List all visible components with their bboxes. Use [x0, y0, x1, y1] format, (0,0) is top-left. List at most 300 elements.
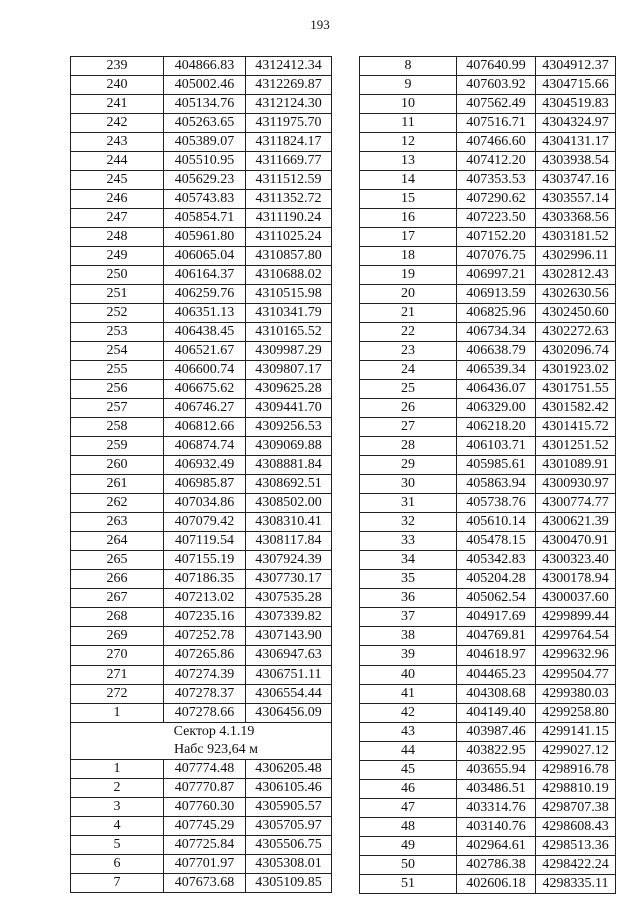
y-coordinate-cell: 4298513.36: [536, 836, 616, 855]
y-coordinate-cell: 4309807.17: [246, 361, 332, 380]
table-row: [360, 665, 616, 684]
point-number-cell: 48: [360, 817, 457, 836]
table-row: [360, 437, 616, 456]
x-coordinate-cell: 403655.94: [457, 760, 536, 779]
x-coordinate-cell: 405854.71: [164, 209, 246, 228]
table-row: [360, 570, 616, 589]
point-number-cell: 3: [71, 797, 164, 816]
table-row: [360, 589, 616, 608]
x-coordinate-cell: 407562.49: [457, 95, 536, 114]
table-row: [360, 152, 616, 171]
y-coordinate-cell: 4304715.66: [536, 76, 616, 95]
x-coordinate-cell: 407466.60: [457, 133, 536, 152]
x-coordinate-cell: 406997.21: [457, 266, 536, 285]
x-coordinate-cell: 403140.76: [457, 817, 536, 836]
point-number-cell: 243: [71, 133, 164, 152]
point-number-cell: 257: [71, 399, 164, 418]
y-coordinate-cell: 4309441.70: [246, 399, 332, 418]
y-coordinate-cell: 4298608.43: [536, 817, 616, 836]
point-number-cell: 266: [71, 570, 164, 589]
point-number-cell: 251: [71, 285, 164, 304]
x-coordinate-cell: 403486.51: [457, 779, 536, 798]
x-coordinate-cell: 407725.84: [164, 835, 246, 854]
x-coordinate-cell: 406746.27: [164, 399, 246, 418]
y-coordinate-cell: 4310688.02: [246, 266, 332, 285]
x-coordinate-cell: 407265.86: [164, 646, 246, 665]
table-row: [71, 873, 332, 892]
table-row: [71, 759, 332, 778]
table-row: [360, 494, 616, 513]
point-number-cell: 47: [360, 798, 457, 817]
table-row: [71, 190, 332, 209]
y-coordinate-cell: 4311512.59: [246, 171, 332, 190]
y-coordinate-cell: 4310165.52: [246, 323, 332, 342]
x-coordinate-cell: 405985.61: [457, 456, 536, 475]
point-number-cell: 16: [360, 209, 457, 228]
x-coordinate-cell: 406932.49: [164, 456, 246, 475]
y-coordinate-cell: 4306751.11: [246, 665, 332, 684]
y-coordinate-cell: 4299027.12: [536, 741, 616, 760]
x-coordinate-cell: 406734.34: [457, 323, 536, 342]
point-number-cell: 268: [71, 608, 164, 627]
x-coordinate-cell: 404149.40: [457, 703, 536, 722]
point-number-cell: 265: [71, 551, 164, 570]
y-coordinate-cell: 4301415.72: [536, 418, 616, 437]
y-coordinate-cell: 4299632.96: [536, 646, 616, 665]
point-number-cell: 264: [71, 532, 164, 551]
point-number-cell: 26: [360, 399, 457, 418]
x-coordinate-cell: 407186.35: [164, 570, 246, 589]
x-coordinate-cell: 403822.95: [457, 741, 536, 760]
point-number-cell: 248: [71, 228, 164, 247]
y-coordinate-cell: 4307730.17: [246, 570, 332, 589]
x-coordinate-cell: 406218.20: [457, 418, 536, 437]
point-number-cell: 271: [71, 665, 164, 684]
point-number-cell: 1: [71, 759, 164, 778]
y-coordinate-cell: 4302812.43: [536, 266, 616, 285]
y-coordinate-cell: 4312269.87: [246, 76, 332, 95]
y-coordinate-cell: 4309069.88: [246, 437, 332, 456]
x-coordinate-cell: 405738.76: [457, 494, 536, 513]
y-coordinate-cell: 4300774.77: [536, 494, 616, 513]
point-number-cell: 12: [360, 133, 457, 152]
y-coordinate-cell: 4306105.46: [246, 778, 332, 797]
point-number-cell: 45: [360, 760, 457, 779]
table-row: [360, 285, 616, 304]
x-coordinate-cell: 405961.80: [164, 228, 246, 247]
section-subtitle: Набс 923,64 м: [173, 741, 259, 757]
y-coordinate-cell: 4312412.34: [246, 57, 332, 76]
y-coordinate-cell: 4299258.80: [536, 703, 616, 722]
point-number-cell: 254: [71, 342, 164, 361]
x-coordinate-cell: 406436.07: [457, 380, 536, 399]
table-row: [71, 57, 332, 76]
y-coordinate-cell: 4312124.30: [246, 95, 332, 114]
x-coordinate-cell: 405510.95: [164, 152, 246, 171]
x-coordinate-cell: 407278.66: [164, 703, 246, 722]
point-number-cell: 27: [360, 418, 457, 437]
point-number-cell: 244: [71, 152, 164, 171]
point-number-cell: 262: [71, 494, 164, 513]
table-row: [71, 703, 332, 722]
table-row: [71, 646, 332, 665]
table-row: [360, 399, 616, 418]
table-row: [360, 475, 616, 494]
point-number-cell: 267: [71, 589, 164, 608]
point-number-cell: 41: [360, 684, 457, 703]
table-row: [71, 418, 332, 437]
y-coordinate-cell: 4302096.74: [536, 342, 616, 361]
y-coordinate-cell: 4305506.75: [246, 835, 332, 854]
y-coordinate-cell: 4299380.03: [536, 684, 616, 703]
point-number-cell: 8: [360, 57, 457, 76]
table-row: [71, 152, 332, 171]
y-coordinate-cell: 4305308.01: [246, 854, 332, 873]
x-coordinate-cell: 404769.81: [457, 627, 536, 646]
x-coordinate-cell: 405629.23: [164, 171, 246, 190]
y-coordinate-cell: 4303368.56: [536, 209, 616, 228]
point-number-cell: 247: [71, 209, 164, 228]
point-number-cell: 246: [71, 190, 164, 209]
point-number-cell: 269: [71, 627, 164, 646]
y-coordinate-cell: 4306205.48: [246, 759, 332, 778]
table-row: [360, 627, 616, 646]
table-row: [71, 778, 332, 797]
point-number-cell: 51: [360, 874, 457, 893]
x-coordinate-cell: 407412.20: [457, 152, 536, 171]
point-number-cell: 21: [360, 304, 457, 323]
point-number-cell: 245: [71, 171, 164, 190]
y-coordinate-cell: 4298916.78: [536, 760, 616, 779]
x-coordinate-cell: 406164.37: [164, 266, 246, 285]
point-number-cell: 272: [71, 684, 164, 703]
table-row: [360, 361, 616, 380]
point-number-cell: 241: [71, 95, 164, 114]
table-row: [71, 342, 332, 361]
table-row: [360, 703, 616, 722]
point-number-cell: 39: [360, 646, 457, 665]
table-row: [360, 551, 616, 570]
x-coordinate-cell: 405478.15: [457, 532, 536, 551]
x-coordinate-cell: 407745.29: [164, 816, 246, 835]
point-number-cell: 49: [360, 836, 457, 855]
table-row: [360, 114, 616, 133]
point-number-cell: 13: [360, 152, 457, 171]
x-coordinate-cell: 405134.76: [164, 95, 246, 114]
y-coordinate-cell: 4307535.28: [246, 589, 332, 608]
y-coordinate-cell: 4306554.44: [246, 684, 332, 703]
table-row: [71, 475, 332, 494]
point-number-cell: 242: [71, 114, 164, 133]
table-row: [71, 76, 332, 95]
x-coordinate-cell: 402606.18: [457, 874, 536, 893]
point-number-cell: 19: [360, 266, 457, 285]
table-row: [71, 209, 332, 228]
y-coordinate-cell: 4307339.82: [246, 608, 332, 627]
y-coordinate-cell: 4298422.24: [536, 855, 616, 874]
y-coordinate-cell: 4304131.17: [536, 133, 616, 152]
point-number-cell: 28: [360, 437, 457, 456]
y-coordinate-cell: 4303747.16: [536, 171, 616, 190]
x-coordinate-cell: 407603.92: [457, 76, 536, 95]
y-coordinate-cell: 4301923.02: [536, 361, 616, 380]
y-coordinate-cell: 4306456.09: [246, 703, 332, 722]
y-coordinate-cell: 4304324.97: [536, 114, 616, 133]
x-coordinate-cell: 406351.13: [164, 304, 246, 323]
point-number-cell: 34: [360, 551, 457, 570]
table-row: [71, 665, 332, 684]
x-coordinate-cell: 406521.67: [164, 342, 246, 361]
x-coordinate-cell: 406600.74: [164, 361, 246, 380]
y-coordinate-cell: 4302272.63: [536, 323, 616, 342]
table-row: [360, 684, 616, 703]
point-number-cell: 263: [71, 513, 164, 532]
table-row: [71, 589, 332, 608]
x-coordinate-cell: 407152.20: [457, 228, 536, 247]
table-row: [360, 247, 616, 266]
table-row: [71, 114, 332, 133]
x-coordinate-cell: 405863.94: [457, 475, 536, 494]
x-coordinate-cell: 407516.71: [457, 114, 536, 133]
x-coordinate-cell: 405204.28: [457, 570, 536, 589]
table-row: [360, 760, 616, 779]
point-number-cell: 40: [360, 665, 457, 684]
y-coordinate-cell: 4308117.84: [246, 532, 332, 551]
x-coordinate-cell: 406638.79: [457, 342, 536, 361]
table-row: [360, 741, 616, 760]
y-coordinate-cell: 4311669.77: [246, 152, 332, 171]
y-coordinate-cell: 4311975.70: [246, 114, 332, 133]
x-coordinate-cell: 405062.54: [457, 589, 536, 608]
y-coordinate-cell: 4307924.39: [246, 551, 332, 570]
table-row: [71, 456, 332, 475]
table-row: [71, 835, 332, 854]
y-coordinate-cell: 4300037.60: [536, 589, 616, 608]
x-coordinate-cell: 405263.65: [164, 114, 246, 133]
table-row: [71, 570, 332, 589]
x-coordinate-cell: 406874.74: [164, 437, 246, 456]
y-coordinate-cell: 4308502.00: [246, 494, 332, 513]
table-row: [360, 190, 616, 209]
point-number-cell: 270: [71, 646, 164, 665]
x-coordinate-cell: 407076.75: [457, 247, 536, 266]
table-row: [71, 171, 332, 190]
x-coordinate-cell: 406985.87: [164, 475, 246, 494]
table-row: [360, 779, 616, 798]
table-row: [71, 266, 332, 285]
table-row: [360, 513, 616, 532]
point-number-cell: 239: [71, 57, 164, 76]
x-coordinate-cell: 406065.04: [164, 247, 246, 266]
x-coordinate-cell: 407290.62: [457, 190, 536, 209]
table-row: [71, 247, 332, 266]
x-coordinate-cell: 405342.83: [457, 551, 536, 570]
point-number-cell: 43: [360, 722, 457, 741]
table-row: [360, 874, 616, 893]
table-row: [360, 76, 616, 95]
x-coordinate-cell: 407223.50: [457, 209, 536, 228]
point-number-cell: 22: [360, 323, 457, 342]
x-coordinate-cell: 407774.48: [164, 759, 246, 778]
y-coordinate-cell: 4310341.79: [246, 304, 332, 323]
point-number-cell: 18: [360, 247, 457, 266]
y-coordinate-cell: 4301582.42: [536, 399, 616, 418]
y-coordinate-cell: 4298335.11: [536, 874, 616, 893]
y-coordinate-cell: 4299899.44: [536, 608, 616, 627]
point-number-cell: 29: [360, 456, 457, 475]
table-row: [360, 798, 616, 817]
x-coordinate-cell: 407235.16: [164, 608, 246, 627]
y-coordinate-cell: 4300470.91: [536, 532, 616, 551]
point-number-cell: 5: [71, 835, 164, 854]
table-row: [360, 171, 616, 190]
x-coordinate-cell: 405743.83: [164, 190, 246, 209]
point-number-cell: 44: [360, 741, 457, 760]
table-row: [360, 646, 616, 665]
point-number-cell: 253: [71, 323, 164, 342]
x-coordinate-cell: 407640.99: [457, 57, 536, 76]
table-row: [360, 57, 616, 76]
x-coordinate-cell: 407213.02: [164, 589, 246, 608]
y-coordinate-cell: 4300621.39: [536, 513, 616, 532]
y-coordinate-cell: 4301089.91: [536, 456, 616, 475]
point-number-cell: 24: [360, 361, 457, 380]
y-coordinate-cell: 4310857.80: [246, 247, 332, 266]
x-coordinate-cell: 406825.96: [457, 304, 536, 323]
table-row: [71, 399, 332, 418]
x-coordinate-cell: 407079.42: [164, 513, 246, 532]
x-coordinate-cell: 405002.46: [164, 76, 246, 95]
table-row: [360, 304, 616, 323]
x-coordinate-cell: 405610.14: [457, 513, 536, 532]
table-row: [360, 608, 616, 627]
y-coordinate-cell: 4303938.54: [536, 152, 616, 171]
table-row: [360, 418, 616, 437]
x-coordinate-cell: 407760.30: [164, 797, 246, 816]
table-row: [71, 133, 332, 152]
y-coordinate-cell: 4310515.98: [246, 285, 332, 304]
point-number-cell: 2: [71, 778, 164, 797]
x-coordinate-cell: 406259.76: [164, 285, 246, 304]
x-coordinate-cell: 406913.59: [457, 285, 536, 304]
x-coordinate-cell: 407701.97: [164, 854, 246, 873]
point-number-cell: 1: [71, 703, 164, 722]
point-number-cell: 9: [360, 76, 457, 95]
point-number-cell: 252: [71, 304, 164, 323]
y-coordinate-cell: 4302996.11: [536, 247, 616, 266]
table-row: [360, 323, 616, 342]
y-coordinate-cell: 4311352.72: [246, 190, 332, 209]
table-row: [360, 266, 616, 285]
y-coordinate-cell: 4309625.28: [246, 380, 332, 399]
point-number-cell: 30: [360, 475, 457, 494]
point-number-cell: 4: [71, 816, 164, 835]
y-coordinate-cell: 4311025.24: [246, 228, 332, 247]
y-coordinate-cell: 4311190.24: [246, 209, 332, 228]
point-number-cell: 261: [71, 475, 164, 494]
point-number-cell: 6: [71, 854, 164, 873]
table-row: [71, 494, 332, 513]
point-number-cell: 15: [360, 190, 457, 209]
y-coordinate-cell: 4304519.83: [536, 95, 616, 114]
section-header-row: [71, 722, 332, 741]
y-coordinate-cell: 4305705.97: [246, 816, 332, 835]
point-number-cell: 255: [71, 361, 164, 380]
y-coordinate-cell: 4298707.38: [536, 798, 616, 817]
point-number-cell: 240: [71, 76, 164, 95]
point-number-cell: 11: [360, 114, 457, 133]
section-title: Сектор 4.1.19: [173, 723, 255, 739]
y-coordinate-cell: 4306947.63: [246, 646, 332, 665]
point-number-cell: 7: [71, 873, 164, 892]
table-row: [71, 684, 332, 703]
table-row: [71, 285, 332, 304]
y-coordinate-cell: 4308310.41: [246, 513, 332, 532]
section-subheader-row: [71, 741, 332, 760]
table-row: [71, 437, 332, 456]
x-coordinate-cell: 407034.86: [164, 494, 246, 513]
x-coordinate-cell: 406329.00: [457, 399, 536, 418]
y-coordinate-cell: 4300178.94: [536, 570, 616, 589]
table-row: [360, 855, 616, 874]
y-coordinate-cell: 4305905.57: [246, 797, 332, 816]
table-row: [71, 608, 332, 627]
y-coordinate-cell: 4308881.84: [246, 456, 332, 475]
table-row: [360, 342, 616, 361]
x-coordinate-cell: 404917.69: [457, 608, 536, 627]
point-number-cell: 258: [71, 418, 164, 437]
table-row: [360, 722, 616, 741]
point-number-cell: 32: [360, 513, 457, 532]
table-row: [71, 551, 332, 570]
x-coordinate-cell: 407119.54: [164, 532, 246, 551]
coordinates-table-right: [359, 56, 616, 894]
point-number-cell: 259: [71, 437, 164, 456]
table-row: [360, 95, 616, 114]
y-coordinate-cell: 4302450.60: [536, 304, 616, 323]
point-number-cell: 260: [71, 456, 164, 475]
table-row: [71, 380, 332, 399]
y-coordinate-cell: 4307143.90: [246, 627, 332, 646]
x-coordinate-cell: 407770.87: [164, 778, 246, 797]
point-number-cell: 38: [360, 627, 457, 646]
point-number-cell: 23: [360, 342, 457, 361]
x-coordinate-cell: 406438.45: [164, 323, 246, 342]
x-coordinate-cell: 403314.76: [457, 798, 536, 817]
point-number-cell: 33: [360, 532, 457, 551]
coordinates-table-left: [70, 56, 332, 893]
y-coordinate-cell: 4302630.56: [536, 285, 616, 304]
y-coordinate-cell: 4301251.52: [536, 437, 616, 456]
point-number-cell: 37: [360, 608, 457, 627]
table-row: [71, 627, 332, 646]
point-number-cell: 50: [360, 855, 457, 874]
table-row: [71, 304, 332, 323]
table-row: [360, 817, 616, 836]
table-row: [71, 95, 332, 114]
y-coordinate-cell: 4303557.14: [536, 190, 616, 209]
table-row: [71, 228, 332, 247]
table-row: [71, 361, 332, 380]
x-coordinate-cell: 406539.34: [457, 361, 536, 380]
point-number-cell: 17: [360, 228, 457, 247]
point-number-cell: 42: [360, 703, 457, 722]
table-row: [71, 323, 332, 342]
y-coordinate-cell: 4299764.54: [536, 627, 616, 646]
y-coordinate-cell: 4299504.77: [536, 665, 616, 684]
point-number-cell: 35: [360, 570, 457, 589]
y-coordinate-cell: 4301751.55: [536, 380, 616, 399]
